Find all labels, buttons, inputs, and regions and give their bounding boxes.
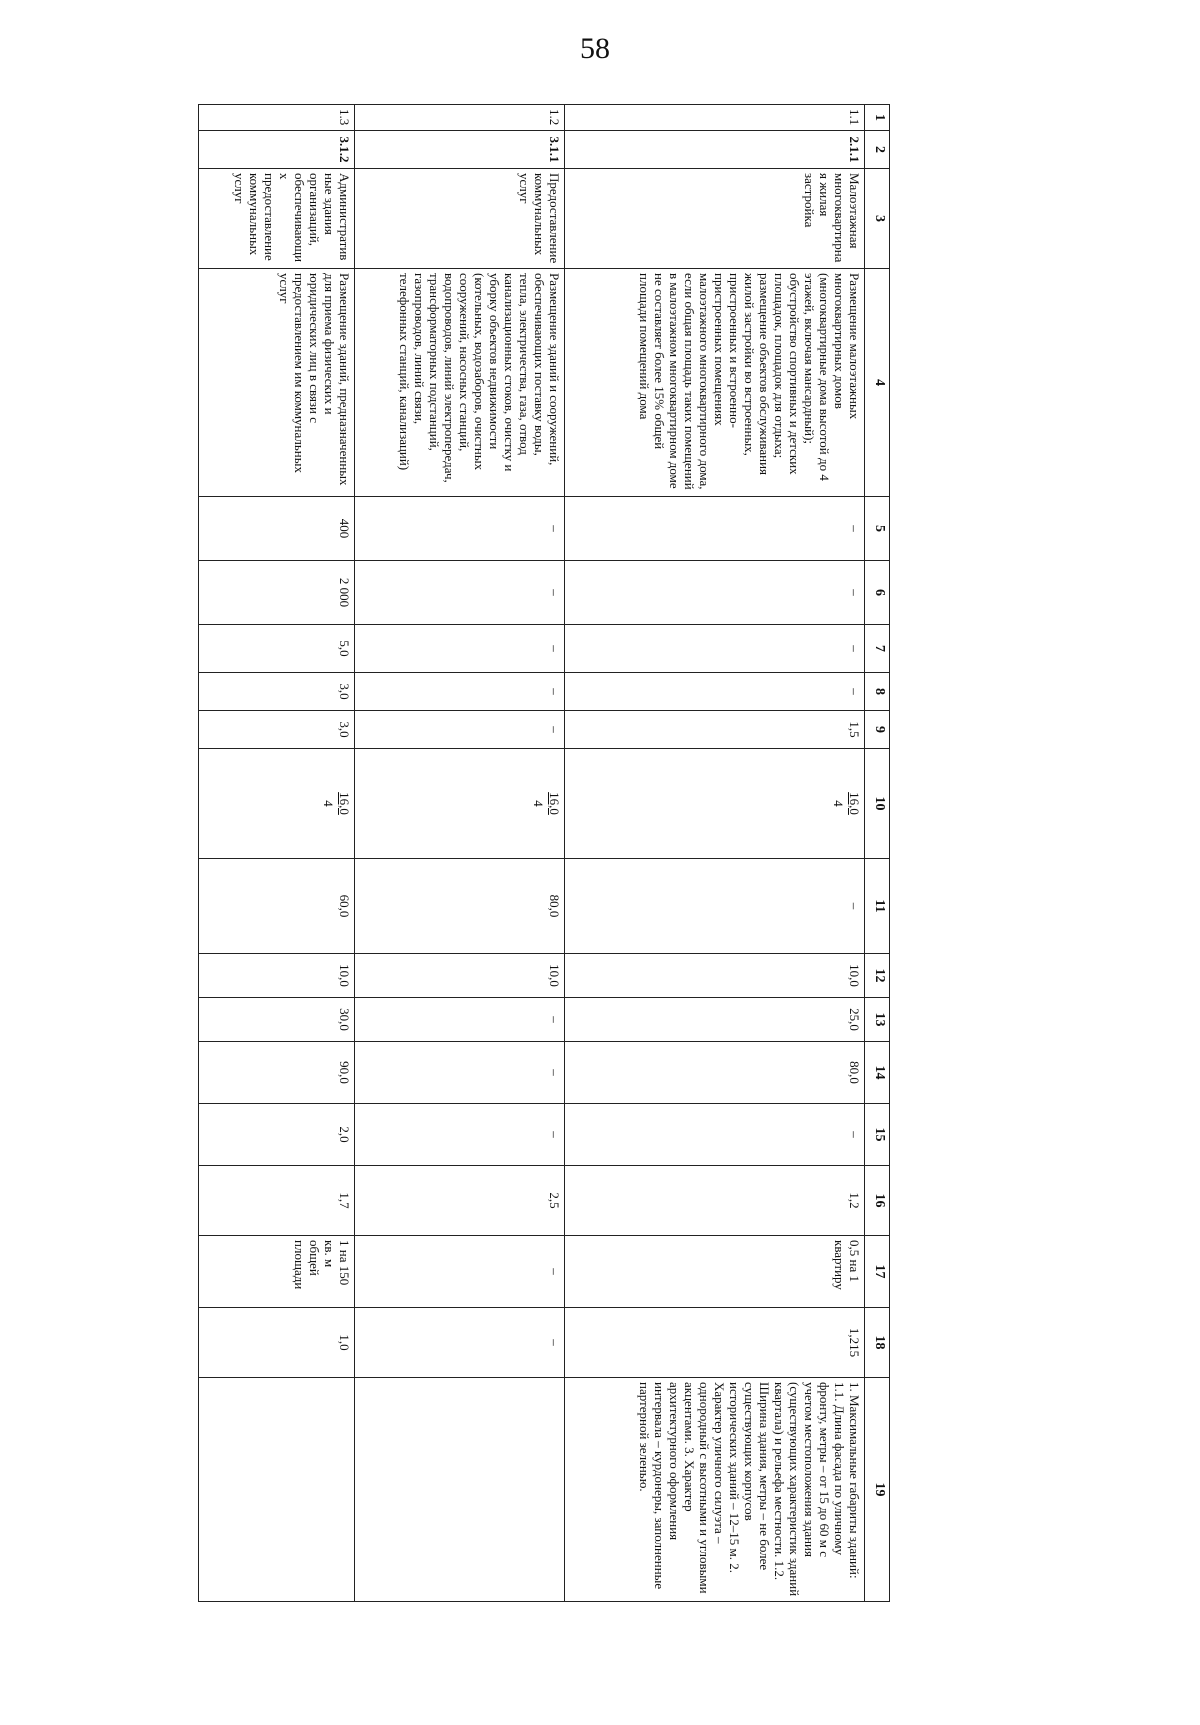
header-cell: 15 xyxy=(865,1104,890,1166)
header-cell: 10 xyxy=(865,749,890,859)
table-row xyxy=(355,105,565,1602)
header-cell: 18 xyxy=(865,1308,890,1378)
header-cell: 11 xyxy=(865,859,890,954)
fraction-numerator: 16,0 xyxy=(547,792,562,815)
table-rotator xyxy=(198,104,890,1600)
table-cell: – xyxy=(355,561,565,625)
table-cell: 60,0 xyxy=(199,859,355,954)
header-cell: 4 xyxy=(865,269,890,497)
table-cell: – xyxy=(565,673,865,711)
table-cell: 2,0 xyxy=(199,1104,355,1166)
rotated-table-container xyxy=(198,104,890,1600)
table-cell: 1,215 xyxy=(565,1308,865,1378)
header-row xyxy=(865,105,890,1602)
fraction-numerator: 16,0 xyxy=(337,792,352,815)
height-fraction-cell xyxy=(199,749,355,859)
zone-code: 2.1.1 xyxy=(565,131,865,169)
use-type-name: Малоэтажная многоквартирная жилая застройка xyxy=(565,169,865,269)
header-cell: 1 xyxy=(865,105,890,131)
header-cell: 19 xyxy=(865,1378,890,1602)
height-fraction-cell xyxy=(565,749,865,859)
table-cell: 1,5 xyxy=(565,711,865,749)
table-cell: – xyxy=(355,625,565,673)
table-cell: 3,0 xyxy=(199,711,355,749)
table-cell: 80,0 xyxy=(355,859,565,954)
architectural-requirements: 1. Максимальные габариты зданий: 1.1. Длина фасада по уличному фронту, метры – от 15 до 60 м с учетом местоположения здания (существующих характеристик зданий квартала) и рельефа местности. 1.2. Ширина здания, метры – не более существующих корпусов исторических зданий – 12–15 м. 2. Характер уличного силуэта – однородный с высотными и угловыми акцентами. 3. Характер архитектурного оформления интервала – курдонеры, заполненные партерной зеленью. xyxy=(565,1378,865,1602)
table-cell: – xyxy=(565,1104,865,1166)
fraction-denominator: 4 xyxy=(831,800,846,807)
table-cell: 2,5 xyxy=(355,1166,565,1236)
table-cell: – xyxy=(355,673,565,711)
table-cell: – xyxy=(355,1042,565,1104)
table-cell: – xyxy=(565,859,865,954)
table-cell: – xyxy=(565,561,865,625)
table-cell: 1,7 xyxy=(199,1166,355,1236)
table-row xyxy=(199,105,355,1602)
table-row xyxy=(565,105,865,1602)
table-cell: 0,5 на 1 квартиру xyxy=(565,1236,865,1308)
row-number: 1.1 xyxy=(565,105,865,131)
table-cell: 3,0 xyxy=(199,673,355,711)
regulations-table xyxy=(198,104,890,1602)
table-cell: – xyxy=(565,497,865,561)
use-type-name: Административные здания организаций, обеспечивающих предоставление коммунальных услуг xyxy=(199,169,355,269)
header-cell: 9 xyxy=(865,711,890,749)
height-fraction-cell xyxy=(355,749,565,859)
table-cell: 10,0 xyxy=(565,954,865,998)
header-cell: 8 xyxy=(865,673,890,711)
table-cell: 400 xyxy=(199,497,355,561)
zone-code: 3.1.1 xyxy=(355,131,565,169)
fraction-numerator: 16,0 xyxy=(847,792,862,815)
table-cell: – xyxy=(355,711,565,749)
table-cell: – xyxy=(355,1308,565,1378)
use-description: Размещение зданий, предназначенных для приема физических и юридических лиц в связи с предоставлением им коммунальных услуг xyxy=(199,269,355,497)
table-cell: 2 000 xyxy=(199,561,355,625)
row-number: 1.3 xyxy=(199,105,355,131)
table-cell: 10,0 xyxy=(355,954,565,998)
table-cell: 1,2 xyxy=(565,1166,865,1236)
fraction-denominator: 4 xyxy=(321,800,336,807)
header-cell: 6 xyxy=(865,561,890,625)
table-cell: 25,0 xyxy=(565,998,865,1042)
header-cell: 7 xyxy=(865,625,890,673)
zone-code: 3.1.2 xyxy=(199,131,355,169)
header-cell: 5 xyxy=(865,497,890,561)
table-cell: – xyxy=(355,1236,565,1308)
table-cell: 90,0 xyxy=(199,1042,355,1104)
header-cell: 12 xyxy=(865,954,890,998)
use-type-name: Предоставление коммунальных услуг xyxy=(355,169,565,269)
page-number: 58 xyxy=(580,32,610,65)
table-cell: – xyxy=(355,998,565,1042)
use-description: Размещение малоэтажных многоквартирных домов (многоквартирные дома высотой до 4 этажей, включая мансардный); обустройство спортивных и детских площадок, площадок для отдыха; размещение объектов обслуживания жилой застройки во встроенных, пристроенных и встроенно-пристроенных помещениях малоэтажного многоквартирного дома, если общая площадь таких помещений в малоэтажном многоквартирном доме не составляет более 15% общей площади помещений дома xyxy=(565,269,865,497)
table-cell: 80,0 xyxy=(565,1042,865,1104)
table-cell: – xyxy=(355,497,565,561)
table-cell: – xyxy=(565,625,865,673)
header-cell: 3 xyxy=(865,169,890,269)
fraction-denominator: 4 xyxy=(531,800,546,807)
table-cell xyxy=(199,1378,355,1602)
header-cell: 16 xyxy=(865,1166,890,1236)
table-cell: 1 на 150 кв. м общей площади xyxy=(199,1236,355,1308)
header-cell: 13 xyxy=(865,998,890,1042)
table-cell: 1,0 xyxy=(199,1308,355,1378)
use-description: Размещение зданий и сооружений, обеспечивающих поставку воды, тепла, электричества, газа, отвод канализационных стоков, очистку и уборку объектов недвижимости (котельных, водозаборов, очистных сооружений, насосных станций, водопроводов, линий электропередач, трансформаторных подстанций, газопроводов, линий связи, телефонных станций, канализаций) xyxy=(355,269,565,497)
table-cell: 10,0 xyxy=(199,954,355,998)
header-cell: 17 xyxy=(865,1236,890,1308)
table-cell: 30,0 xyxy=(199,998,355,1042)
row-number: 1.2 xyxy=(355,105,565,131)
table-cell: – xyxy=(355,1104,565,1166)
table-cell xyxy=(355,1378,565,1602)
table-cell: 5,0 xyxy=(199,625,355,673)
header-cell: 2 xyxy=(865,131,890,169)
header-cell: 14 xyxy=(865,1042,890,1104)
